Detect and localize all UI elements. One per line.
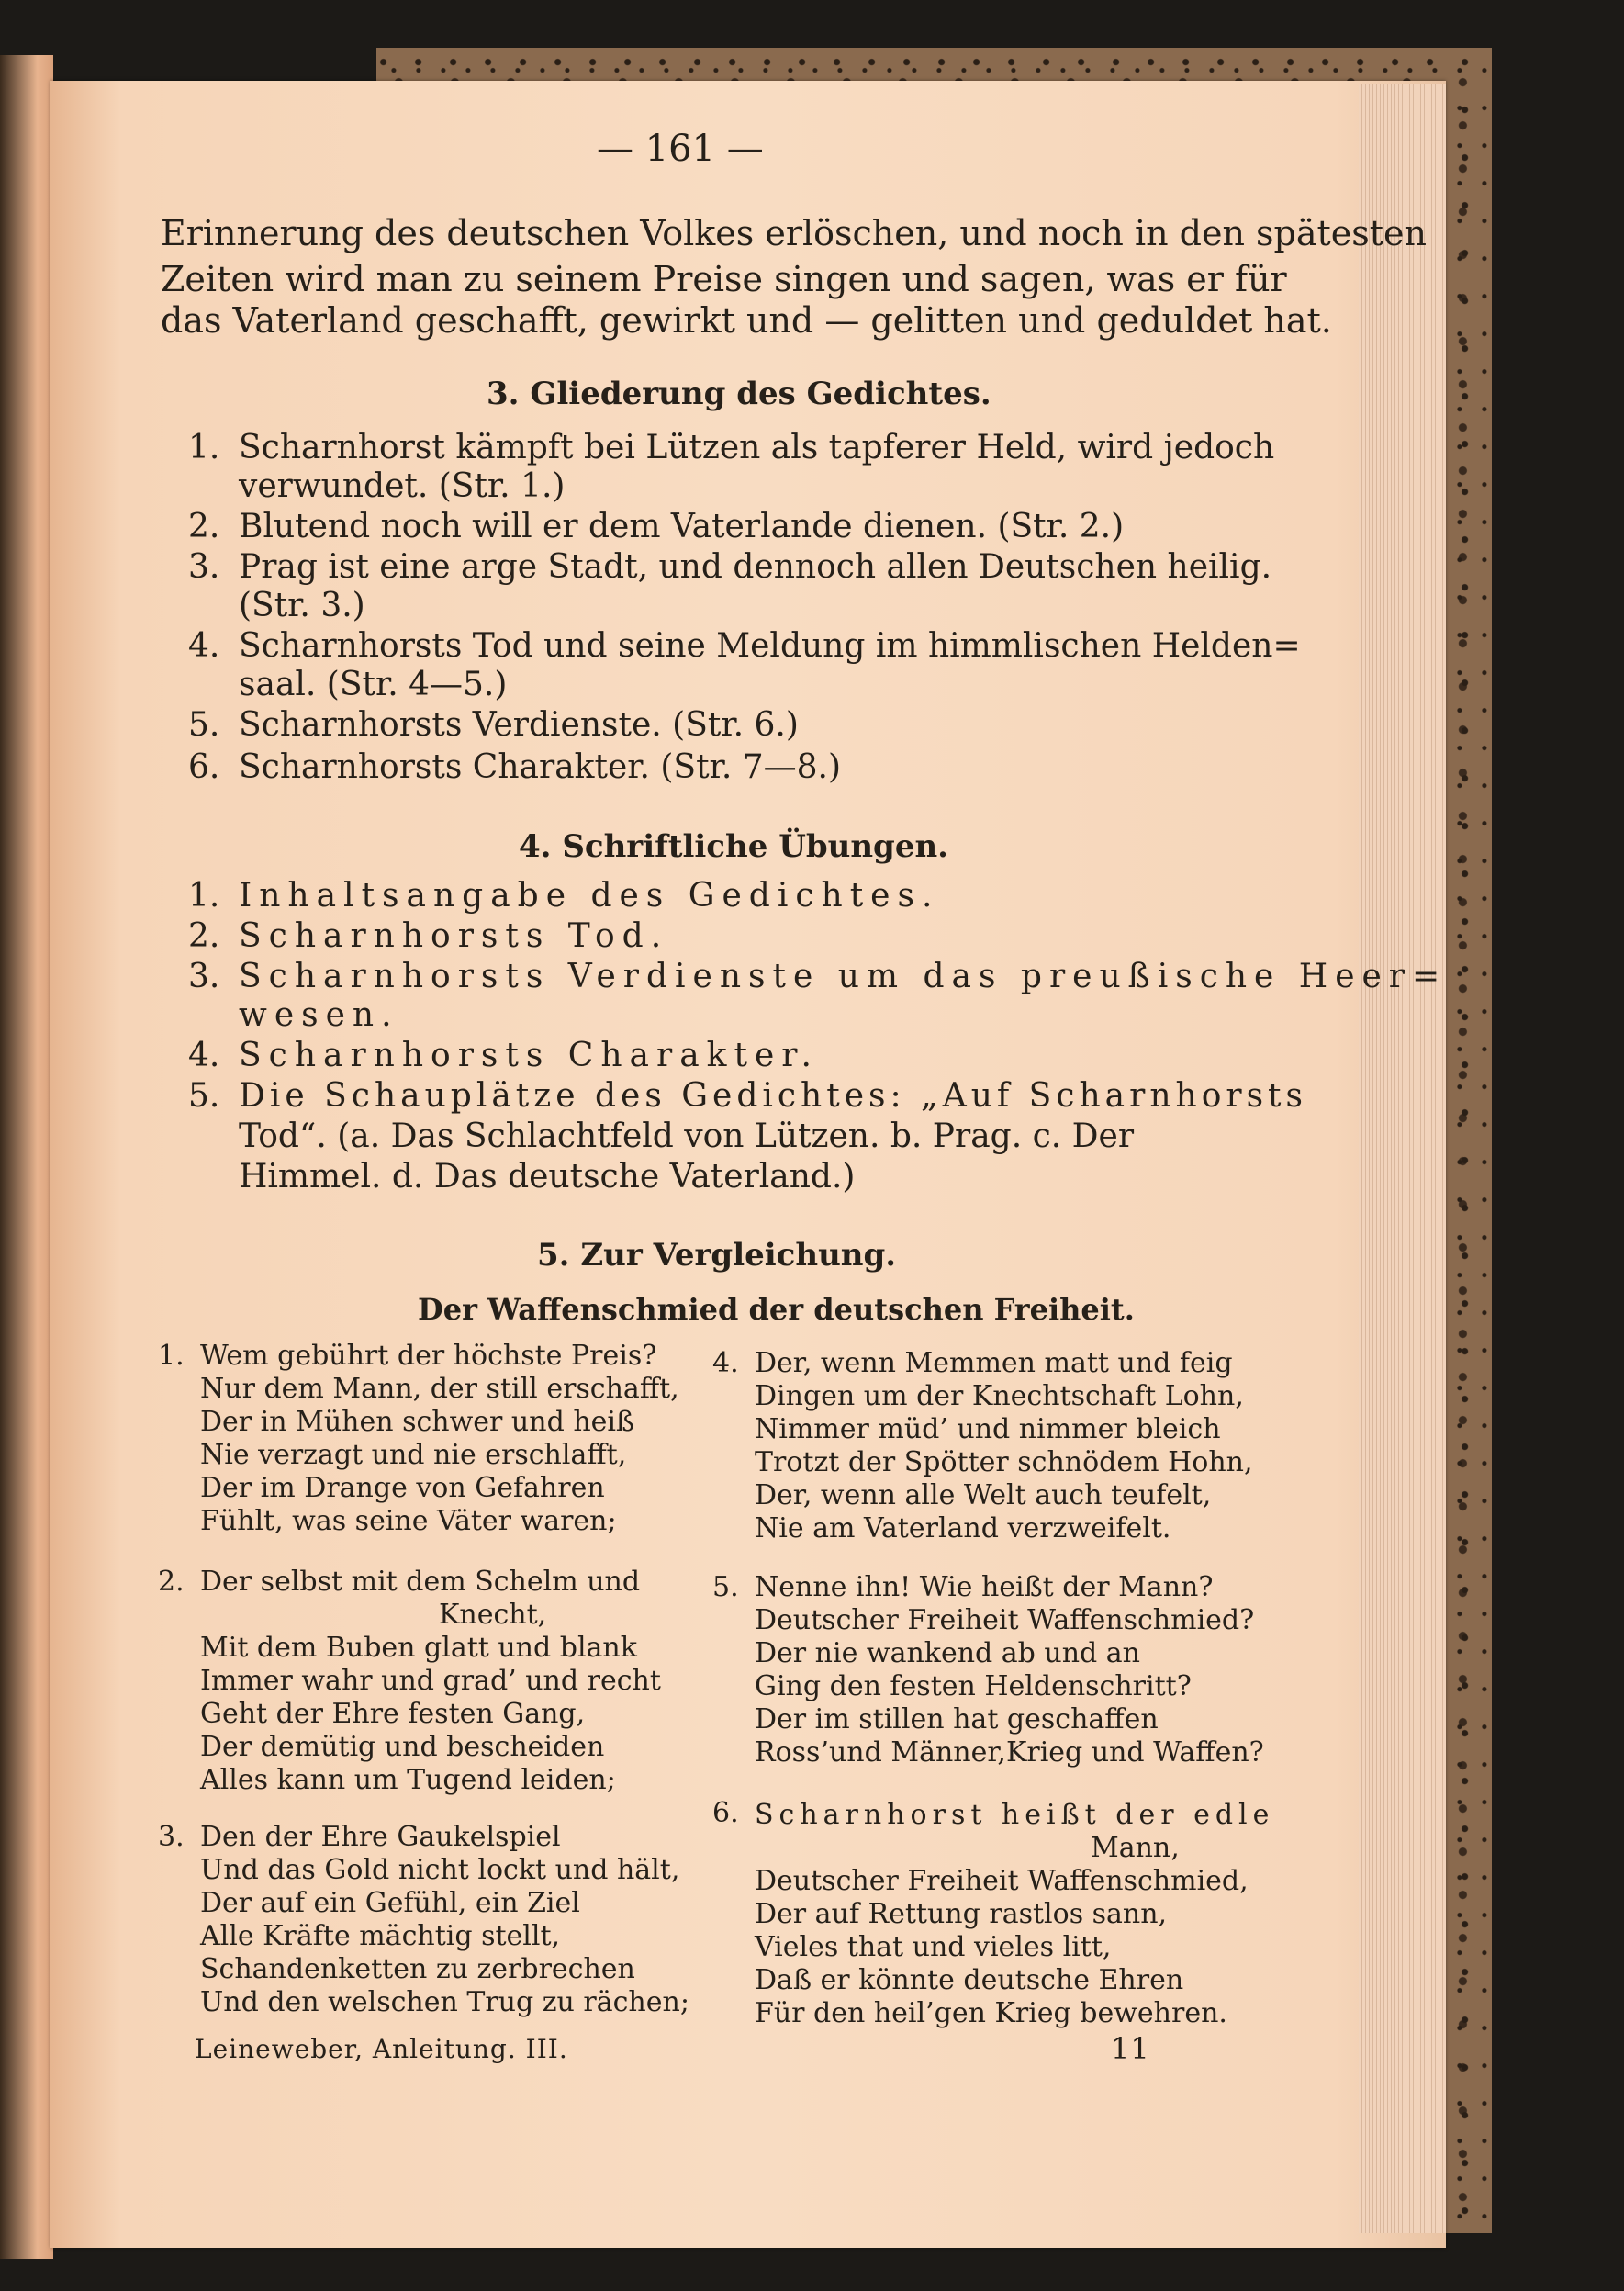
list-item-text: Scharnhorst kämpft bei Lützen als tapferer Held, wird jedoch (239, 429, 1275, 466)
poem-line: Der nie wankend ab und an (755, 1637, 1140, 1669)
stanza-number: 5. (712, 1571, 739, 1603)
list-item-text: Scharnhorsts Charakter. (239, 1037, 819, 1074)
list-item-text: Tod“. (a. Das Schlachtfeld von Lützen. b. Prag. c. Der (239, 1117, 1135, 1155)
list-item-text: Die Schauplätze des Gedichtes: „Auf Scharnhorsts (239, 1077, 1307, 1115)
poem-line: Ging den festen Heldenschritt? (755, 1670, 1192, 1702)
poem-line: Nimmer müd’ und nimmer bleich (755, 1413, 1221, 1445)
poem-line: Vieles that und vieles litt, (755, 1931, 1112, 1963)
poem-line: Fühlt, was seine Väter waren; (200, 1505, 617, 1537)
poem-line: Nur dem Mann, der still erschafft, (200, 1373, 679, 1405)
poem-line: Ross’und Männer,Krieg und Waffen? (755, 1736, 1264, 1769)
poem-line: Daß er könnte deutsche Ehren (755, 1964, 1184, 1996)
list-number: 2. (188, 917, 220, 955)
page-number: — 161 — (597, 128, 764, 170)
list-number: 2. (188, 508, 220, 545)
list-number: 4. (188, 627, 220, 665)
poem-line: Und das Gold nicht lockt und hält, (200, 1854, 680, 1886)
poem-line: Nie verzagt und nie erschlafft, (200, 1439, 627, 1471)
poem-line: Der selbst mit dem Schelm und (200, 1566, 641, 1598)
list-item-text: saal. (Str. 4—5.) (239, 666, 508, 703)
poem-line: Für den heil’gen Krieg bewehren. (755, 1997, 1227, 2029)
poem-line: Deutscher Freiheit Waffenschmied? (755, 1604, 1255, 1636)
poem-line: Nie am Vaterland verzweifelt. (755, 1512, 1171, 1544)
list-number: 3. (188, 958, 220, 995)
list-item-text: Scharnhorsts Verdienste um das preußische Heer= (239, 958, 1448, 995)
book-binding-left (0, 55, 53, 2259)
poem-line: Der, wenn Memmen matt und feig (755, 1347, 1233, 1379)
poem-line: Mann, (1091, 1832, 1180, 1864)
intro-line: Zeiten wird man zu seinem Preise singen und sagen, was er für (161, 259, 1287, 299)
list-item-text: Scharnhorsts Verdienste. (Str. 6.) (239, 706, 799, 744)
poem-line: Der auf ein Gefühl, ein Ziel (200, 1887, 580, 1919)
list-item-text: Scharnhorsts Tod und seine Meldung im himmlischen Helden= (239, 627, 1301, 665)
poem-line: Alles kann um Tugend leiden; (200, 1764, 616, 1796)
stanza-number: 3. (158, 1821, 185, 1853)
poem-line: Wem gebührt der höchste Preis? (200, 1340, 657, 1372)
list-item-text: verwundet. (Str. 1.) (239, 467, 566, 505)
section-heading: 4. Schriftliche Übungen. (519, 828, 949, 865)
list-item-text: Blutend noch will er dem Vaterlande dienen. (Str. 2.) (239, 508, 1125, 545)
section-heading: 3. Gliederung des Gedichtes. (487, 376, 991, 412)
intro-line: das Vaterland geschafft, gewirkt und — gelitten und geduldet hat. (161, 300, 1332, 341)
signature-number: 11 (1111, 2031, 1150, 2066)
list-item-text: Scharnhorsts Tod. (239, 917, 669, 955)
list-number: 1. (188, 429, 220, 466)
poem-line: Der, wenn alle Welt auch teufelt, (755, 1479, 1212, 1511)
stanza-number: 2. (158, 1566, 185, 1598)
poem-line: Immer wahr und grad’ und recht (200, 1665, 661, 1697)
poem-line: Der demütig und bescheiden (200, 1731, 605, 1763)
list-item-text: Inhaltsangabe des Gedichtes. (239, 877, 940, 915)
list-item-text: wesen. (239, 996, 399, 1034)
list-number: 5. (188, 706, 220, 744)
poem-line: Scharnhorst heißt der edle (755, 1799, 1275, 1831)
list-number: 5. (188, 1077, 220, 1115)
poem-line: Mit dem Buben glatt und blank (200, 1632, 637, 1664)
poem-line: Schandenketten zu zerbrechen (200, 1953, 635, 1985)
poem-line: Deutscher Freiheit Waffenschmied, (755, 1865, 1249, 1897)
stanza-number: 1. (158, 1340, 185, 1372)
poem-title: Der Waffenschmied der deutschen Freiheit. (418, 1292, 1135, 1327)
poem-line: Dingen um der Knechtschaft Lohn, (755, 1380, 1244, 1412)
stanza-number: 4. (712, 1347, 739, 1379)
poem-line: Der auf Rettung rastlos sann, (755, 1898, 1168, 1930)
list-item-text: Scharnhorsts Charakter. (Str. 7—8.) (239, 748, 841, 786)
poem-line: Der im stillen hat geschaffen (755, 1703, 1159, 1735)
list-item-text: Prag ist eine arge Stadt, und dennoch allen Deutschen heilig. (239, 548, 1272, 586)
intro-line: Erinnerung des deutschen Volkes erlöschen, und noch in den spätesten (161, 213, 1427, 253)
poem-line: Alle Kräfte mächtig stellt, (200, 1920, 561, 1952)
poem-line: Knecht, (439, 1599, 547, 1631)
poem-line: Geht der Ehre festen Gang, (200, 1698, 586, 1730)
section-heading: 5. Zur Vergleichung. (537, 1237, 897, 1274)
poem-line: Der in Mühen schwer und heiß (200, 1406, 635, 1438)
footer-signature: Leineweber, Anleitung. III. (195, 2034, 568, 2064)
poem-line: Den der Ehre Gaukelspiel (200, 1821, 561, 1853)
poem-line: Der im Drange von Gefahren (200, 1472, 605, 1504)
stanza-number: 6. (712, 1797, 739, 1829)
list-number: 3. (188, 548, 220, 586)
list-number: 6. (188, 748, 220, 786)
page-edges (1359, 84, 1446, 2233)
poem-line: Nenne ihn! Wie heißt der Mann? (755, 1571, 1214, 1603)
poem-line: Und den welschen Trug zu rächen; (200, 1986, 689, 2018)
list-number: 4. (188, 1037, 220, 1074)
list-item-text: (Str. 3.) (239, 587, 365, 624)
poem-line: Trotzt der Spötter schnödem Hohn, (755, 1446, 1253, 1478)
list-item-text: Himmel. d. Das deutsche Vaterland.) (239, 1158, 856, 1196)
list-number: 1. (188, 877, 220, 915)
